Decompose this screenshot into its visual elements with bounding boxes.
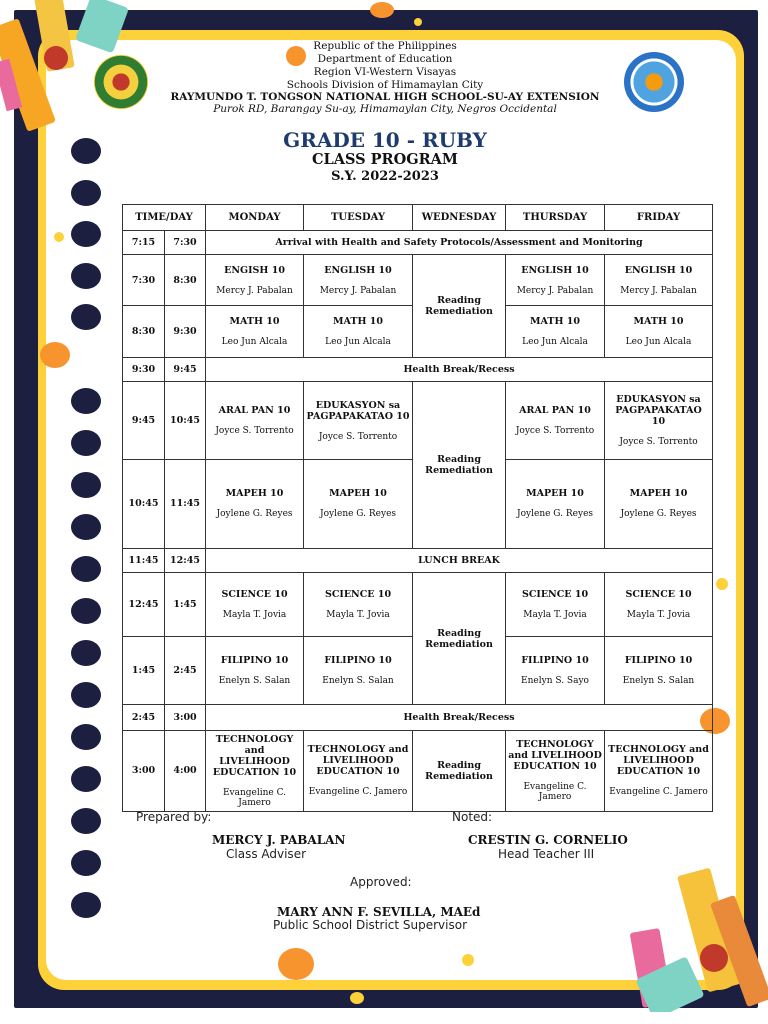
- schedule-cell: [506, 637, 605, 705]
- teacher: Leo Jun Alcala: [221, 337, 288, 348]
- subject: ARAL PAN 10: [519, 405, 591, 417]
- school-name: RAYMUNDO T. TONGSON NATIONAL HIGH SCHOOL-SU-AY EXTENSION: [170, 91, 600, 103]
- orange-dot-icon: [278, 948, 314, 980]
- teacher: Joyce S. Torrento: [515, 426, 595, 437]
- schedule-cell: [206, 255, 304, 306]
- schedule-cell: [506, 381, 605, 459]
- subject: EDUKASYON sa PAGPAPAKATAO 10: [306, 399, 410, 422]
- teacher: Mercy J. Pabalan: [620, 285, 697, 296]
- teacher: Joyce S. Torrento: [318, 431, 398, 442]
- time-end: 3:00: [165, 705, 206, 730]
- hole-icon: [71, 850, 101, 876]
- teacher: Enelyn S. Sayo: [521, 676, 589, 687]
- noted-label: Noted:: [452, 810, 493, 824]
- reading-remediation-cell: Reading Remediation: [413, 381, 506, 548]
- schedule-cell: [206, 306, 304, 357]
- subject: FILIPINO 10: [624, 655, 693, 667]
- subject: TECHNOLOGY and LIVELIHOOD EDUCATION 10: [508, 739, 602, 773]
- school-seal-logo: [94, 55, 148, 109]
- time-start: 8:30: [123, 306, 165, 357]
- schedule-cell: [506, 572, 605, 636]
- hole-icon: [71, 304, 101, 330]
- schedule-cell: [506, 460, 605, 548]
- subject: MATH 10: [530, 316, 580, 328]
- schedule-cell: [206, 572, 304, 636]
- time-start: 3:00: [123, 730, 165, 812]
- table-row: [123, 381, 713, 459]
- arrival-band: Arrival with Health and Safety Protocols/Assessment and Monitoring: [206, 231, 713, 255]
- header-line: Department of Education: [317, 53, 453, 65]
- teacher: Mayla T. Jovia: [222, 609, 287, 620]
- table-row: [123, 572, 713, 636]
- subject: ENGLISH 10: [324, 264, 392, 276]
- schedule-cell: [605, 572, 713, 636]
- schedule-cell: [304, 572, 413, 636]
- schedule-cell: [304, 255, 413, 306]
- subject: FILIPINO 10: [521, 655, 589, 667]
- time-end: 2:45: [165, 637, 206, 705]
- table-row: [123, 548, 713, 572]
- teacher: Mercy J. Pabalan: [216, 285, 293, 296]
- header-line: Schools Division of Himamaylan City: [286, 79, 484, 91]
- schedule-cell: [304, 730, 413, 812]
- schedule-cell: [506, 306, 605, 357]
- time-start: 10:45: [123, 460, 165, 548]
- column-header: MONDAY: [206, 205, 304, 231]
- orange-dot-icon: [370, 2, 394, 18]
- teacher: Mayla T. Jovia: [626, 609, 691, 620]
- table-row: [123, 255, 713, 306]
- hole-icon: [71, 221, 101, 247]
- noted-name: CRESTIN G. CORNELIO: [468, 833, 628, 847]
- page-title: GRADE 10 - RUBY: [283, 128, 487, 152]
- schedule-cell: [605, 460, 713, 548]
- subject: SCIENCE 10: [625, 588, 692, 600]
- time-start: 9:30: [123, 357, 165, 381]
- column-header: FRIDAY: [605, 205, 713, 231]
- schedule-cell: [605, 306, 713, 357]
- schedule-cell: [605, 381, 713, 459]
- schedule-cell: [304, 637, 413, 705]
- column-header: TIME/DAY: [123, 205, 206, 231]
- header-line: Region VI-Western Visayas: [313, 66, 457, 78]
- teacher: Evangeline C. Jamero: [222, 787, 287, 808]
- table-row: [123, 730, 713, 812]
- yellow-dot-icon: [716, 578, 728, 590]
- time-end: 7:30: [165, 231, 206, 255]
- class-program-table: [122, 204, 713, 812]
- time-start: 7:30: [123, 255, 165, 306]
- hole-icon: [71, 724, 101, 750]
- hole-icon: [71, 430, 101, 456]
- teacher: Leo Jun Alcala: [522, 337, 588, 348]
- table-row: [123, 231, 713, 255]
- yellow-dot-icon: [350, 992, 364, 1004]
- time-end: 11:45: [165, 460, 206, 548]
- school-address: Purok RD, Barangay Su-ay, Himamaylan City, Negros Occidental: [213, 103, 557, 115]
- time-start: 12:45: [123, 572, 165, 636]
- schedule-cell: [206, 460, 304, 548]
- subject: MATH 10: [333, 316, 383, 328]
- time-end: 9:30: [165, 306, 206, 357]
- approved-label: Approved:: [350, 875, 412, 889]
- teacher: Evangeline C. Jamero: [523, 782, 587, 803]
- subject: ENGLISH 10: [521, 264, 589, 276]
- schedule-cell: [304, 460, 413, 548]
- subject: FILIPINO 10: [324, 655, 392, 667]
- prepared-name: MERCY J. PABALAN: [212, 833, 346, 847]
- hole-icon: [71, 180, 101, 206]
- subject: MAPEH 10: [629, 488, 688, 500]
- time-end: 1:45: [165, 572, 206, 636]
- teacher: Leo Jun Alcala: [625, 337, 692, 348]
- subject: SCIENCE 10: [221, 588, 288, 600]
- schedule-cell: [506, 730, 605, 812]
- noted-role: Head Teacher III: [498, 847, 595, 861]
- schedule-cell: [304, 306, 413, 357]
- teacher: Mercy J. Pabalan: [319, 285, 397, 296]
- subject: EDUKASYON sa PAGPAPAKATAO 10: [615, 394, 702, 428]
- subject: TECHNOLOGY and LIVELIHOOD EDUCATION 10: [608, 744, 709, 778]
- prepared-role: Class Adviser: [226, 847, 307, 861]
- schedule-cell: [206, 381, 304, 459]
- yellow-dot-icon: [54, 232, 64, 242]
- yellow-dot-icon: [462, 954, 474, 966]
- time-end: 9:45: [165, 357, 206, 381]
- subject: MAPEH 10: [329, 488, 387, 500]
- orange-dot-icon: [40, 342, 70, 368]
- time-start: 7:15: [123, 231, 165, 255]
- subject: MATH 10: [229, 316, 280, 328]
- schedule-cell: [206, 637, 304, 705]
- hole-icon: [71, 514, 101, 540]
- subject: TECHNOLOGY and LIVELIHOOD EDUCATION 10: [212, 733, 297, 778]
- lunch-band: LUNCH BREAK: [206, 548, 713, 572]
- approved-name: MARY ANN F. SEVILLA, MAEd: [277, 905, 481, 919]
- time-start: 11:45: [123, 548, 165, 572]
- time-end: 10:45: [165, 381, 206, 459]
- teacher: Joylene G. Reyes: [620, 509, 697, 520]
- teacher: Evangeline C. Jamero: [308, 787, 408, 798]
- page-subtitle: CLASS PROGRAM: [312, 151, 458, 168]
- header-line: Republic of the Philippines: [313, 40, 457, 52]
- teacher: Joylene G. Reyes: [216, 509, 293, 520]
- break-band: Health Break/Recess: [206, 357, 713, 381]
- schedule-cell: [206, 730, 304, 812]
- hole-icon: [71, 472, 101, 498]
- subject: ARAL PAN 10: [218, 405, 291, 417]
- subject: ENGLISH 10: [624, 264, 693, 276]
- hole-icon: [71, 682, 101, 708]
- subject: SCIENCE 10: [324, 588, 392, 600]
- subject: TECHNOLOGY and LIVELIHOOD EDUCATION 10: [307, 744, 409, 778]
- teacher: Mayla T. Jovia: [523, 609, 587, 620]
- hole-icon: [71, 598, 101, 624]
- schedule-cell: [304, 381, 413, 459]
- reading-remediation-cell: Reading Remediation: [413, 572, 506, 705]
- reading-remediation-cell: Reading Remediation: [413, 255, 506, 358]
- hole-icon: [71, 892, 101, 918]
- time-start: 1:45: [123, 637, 165, 705]
- hole-icon: [71, 808, 101, 834]
- schedule-cell: [506, 255, 605, 306]
- column-header: THURSDAY: [506, 205, 605, 231]
- teacher: Mercy J. Pabalan: [516, 285, 594, 296]
- teacher: Joylene G. Reyes: [517, 509, 594, 520]
- break-band: Health Break/Recess: [206, 705, 713, 730]
- subject: MAPEH 10: [225, 488, 284, 500]
- hole-icon: [71, 556, 101, 582]
- time-end: 12:45: [165, 548, 206, 572]
- time-end: 8:30: [165, 255, 206, 306]
- subject: SCIENCE 10: [521, 588, 589, 600]
- division-seal-logo: [624, 52, 684, 112]
- subject: ENGISH 10: [224, 264, 285, 276]
- teacher: Enelyn S. Salan: [622, 676, 695, 687]
- column-header: TUESDAY: [304, 205, 413, 231]
- yellow-dot-icon: [414, 18, 422, 26]
- hole-icon: [71, 138, 101, 164]
- table-row: [123, 705, 713, 730]
- schedule-cell: [605, 637, 713, 705]
- teacher: Enelyn S. Salan: [322, 676, 394, 687]
- time-start: 2:45: [123, 705, 165, 730]
- school-supplies-icon: [628, 866, 768, 1012]
- prepared-label: Prepared by:: [136, 810, 212, 824]
- schedule-cell: [605, 730, 713, 812]
- hole-icon: [71, 766, 101, 792]
- schedule-cell: [605, 255, 713, 306]
- table-header-row: [123, 205, 713, 231]
- school-year: S.Y. 2022-2023: [331, 169, 439, 184]
- teacher: Mayla T. Jovia: [326, 609, 390, 620]
- time-end: 4:00: [165, 730, 206, 812]
- subject: MATH 10: [633, 316, 684, 328]
- time-start: 9:45: [123, 381, 165, 459]
- hole-icon: [71, 388, 101, 414]
- approved-role: Public School District Supervisor: [273, 918, 468, 932]
- teacher: Joylene G. Reyes: [320, 509, 397, 520]
- teacher: Evangeline C. Jamero: [609, 787, 708, 798]
- column-header: WEDNESDAY: [413, 205, 506, 231]
- table-row: [123, 357, 713, 381]
- subject: MAPEH 10: [526, 488, 584, 500]
- reading-remediation-cell: Reading Remediation: [413, 730, 506, 812]
- hole-icon: [71, 640, 101, 666]
- teacher: Joyce S. Torrento: [619, 437, 698, 448]
- teacher: Leo Jun Alcala: [325, 337, 391, 348]
- teacher: Joyce S. Torrento: [215, 426, 294, 437]
- subject: FILIPINO 10: [220, 655, 289, 667]
- teacher: Enelyn S. Salan: [218, 676, 291, 687]
- hole-icon: [71, 263, 101, 289]
